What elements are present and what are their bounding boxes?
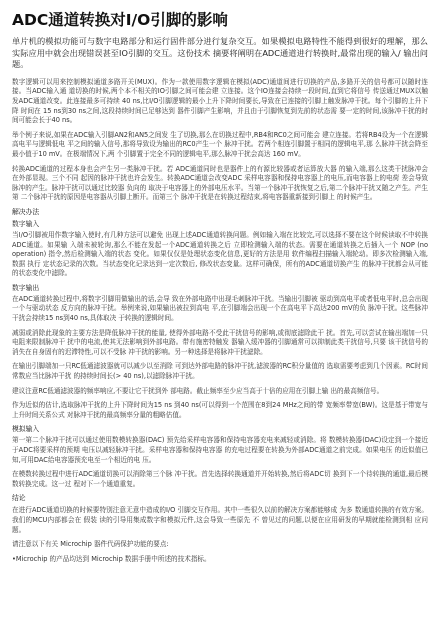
paragraph-mux-switching: 数字逻辑可以用来控制模拟通道多路开关(MUX)。作为一款使用数字逻辑在模拟(ADC)通道间进行切换的产品,多路开关的信号都可以随时连接。当ADC输入通 道切换的时候,两个本不相关的IO引脚之间可能会建 立连接。这个IO连接会持续一段时间,直到它将信号 传送通过MUX以触发ADC通道改变。此连接最多可持续 40 ns,比I/O引脚逻辑的最小上升下降时间要长,导致在已连接的引脚上触发脉冲干扰。每个引脚的上升下降 时间在 15 ns到30 ns之间,这段持续时间已足够达到 器件引脚产生影响，并且由于引脚恢复到先前的状态需 要一定的时间,该脉冲干扰的时间可能会长于40 ns。 (12, 77, 428, 125)
paragraph-example: 举个例子来说,如果在ADC输入引脚AN2和AN5之间发 生了切换,那么在切换过程中,RB4和RC0之间可能会 建立连接。若将RB4设为一个在逻辑高电平与逻辑低电 平之间的输入信号,那将导致设为输出的RC0产生一个 脉冲干扰。若两个相连引脚置于相同的逻辑电平,那 么脉冲干扰会降至最小值于10 mV。在极端情况下,两 个引脚置于完全不同的逻辑电平,那么脉冲干扰会高达 160 mV。 (12, 130, 428, 158)
paragraph-frequency-response: 建议注意RC低通滤波器的频率响应,不要让它干扰到外 部电路。截止频率至少应当高于十倍的应用在引脚上输 出的最高频信号。 (12, 386, 384, 395)
subheading-analog-input: 模拟输入 (12, 425, 40, 434)
paragraph-conclusion: 在进行ADC通道切换的时候要特别注意无意中造成的I/O 引脚交互作用。其中一些很久以前的解决方案都能够成 为多 数通道转换的有效方案。我们的MCU内部都会在 假装 读的引导用集成数字和模拟元件,这会导致一些原先 不 曾见过的问题,以便在应用研发的早期就能检测到相 应问题。 (12, 506, 428, 534)
paragraph-rc-filter: 在输出引脚端加一只RC低通滤波器就可以减少以至消除 可到达外部电路的脉冲干扰,滤波器的RC积分量值的 选取需要考虑到几个因素。RC时间常数应当比脉冲干扰 的持续时间长(> 40 ns),以滤除脉冲干扰。 (12, 362, 428, 381)
paragraph-bandwidth: 作为近似的估计,选取脉冲干扰的上升下降时间为15 ns 到40 ns(可以得到一个范围在8到24 MHz之间的带 宽频率带宽(BW)。这是基于带宽与上升时间关系公式 对脉冲干扰的最高频率分量的粗略估值。 (12, 401, 428, 419)
bullet-item: •Microchip 的产品均达到 Microchip 数据手册中所述的技术指标。 (12, 554, 211, 563)
subheading-digital-input: 数字输入 (12, 219, 40, 228)
article-title: ADC通道转换对I/O引脚的影响 (12, 11, 228, 29)
paragraph-dac-precharge: 第一第二个脉冲干扰可以通过使用数模转换器(DAC) 预先给采样电容器和保持电容器充电来减轻或消除。将 数模转换器(DAC)设定到一个接近于ADC将要采样的预期 电压以减轻脉冲干扰。采样电容器和保持电容器 的充电过程要在转换为外部ADC通道之前完成。如果电压 的近似值已知,可用DAC给电容器预充电至一个相近的电 压。 (12, 436, 428, 464)
subheading-digital-output: 数字输出 (12, 283, 40, 292)
paragraph-digital-output: 在ADC通道转换过程中,将数字引脚用做输出的话,会导 致在外部电路中出现毛刺脉冲干扰。当输出引脚被 驱动到高电平或者低电平时,总会出现一个与驱动状态 反方向的脉冲干扰。举例来说,如果输出被拉到高电 平,在引脚端会出现一个在高电平下高达200 mV的负 脉冲干扰。这些脉冲干扰会持续15 ns到40 ns,具体取决 于转换的逻辑时间。 (12, 294, 428, 323)
lead-paragraph: 单片机的模拟功能可与数字电路部分和运行固件部分进行复杂交互。如果模拟电路特性不能得到很好的理解，那么实际应用中就会出现错误甚至IO引脚的交互。这份技术 摘要将阐明在ADC通道进行转换时,最常出现的输入/ 输出问题。 (12, 36, 428, 70)
section-heading-solutions: 解决办法 (12, 207, 40, 216)
section-heading-conclusion: 结论 (12, 494, 26, 503)
paragraph-code-protection: 请注意以下有关 Microchip 器件代码保护功能的要点: (12, 540, 169, 549)
paragraph-digital-input: 当I/O引脚被用作数字输入使时,有几种方法可以避免 出现上述ADC通道转换问题。例如输入端在比较完,可以选择不要在这个时候读取不中转换ADC通道。如果输 入端未被轮询,那么不能在发起一个ADC通道转换之后 立即检测输入端的状态。需要在通道转换之后插入一个 NOP (no operation) 指令,然后检测输入端的状态 变化。如果仅仅是处理状态变化信息,更好的方法是用 软件编程扫描输入端轮动。即多次检测输入端,数据 执行 定状态记录的次数。当状态变化记录达到一定次数后, 修改状态变量。这样可确保，所有的ADC通道切换产生 的脉冲干扰都会从可能的状态变化中滤除。 (12, 230, 428, 278)
paragraph-glitch-types: 转换ADC通道的过程本身也会产生另一类脉冲干扰。若 ADC通道同时也是器件上的有源比较器或者运算放大器 的输入端,那么这类干扰脉冲会在外部显现。三个不同 起因的脉冲干扰也许会发生。转换ADC通道会改变ADC 采样电容器和保持电容器上的电压,而电容器上的电荷 差会导致脉冲的产生。脉冲干扰可以通过比较器 负向的 取决于电容器上的外部电压水平。当第一个脉冲干扰恢复之后,第二个脉冲干扰又随之产生。产生第 二个脉冲干扰的原因是电容器从引脚上断开。而第三个 脉冲干扰是在转换过程结束,将电容器重新接到引脚上 的时候产生。 (12, 164, 428, 202)
paragraph-switch-during-conversion: 在模数转换过程中进行ADC通道切换可以消除第三个脉 冲干扰。首先选择转换通道并开始转换,然后将ADC切 换到下一个待转换的通道,最后模数转换完成。这一过 程对下一个通道重复。 (12, 470, 428, 488)
paragraph-mitigation: 减弱或消除此现象的主要方法是降低脉冲干扰的能量, 使得外部电路不受此干扰信号的影响,或彻底滤除此干 扰。首先,可以尝试在输出端加一只电阻来限制脉冲干 扰中的电流,使其无法影响到外部电路。带有施密特触发 器输入缓冲器的引脚通常可以抑制此类干扰信号,只要 该干扰信号的消失在自身固有的迟滞特性,可以不受脉 冲干扰的影响。另一种选择是将脉冲干扰滤除。 (12, 328, 428, 356)
